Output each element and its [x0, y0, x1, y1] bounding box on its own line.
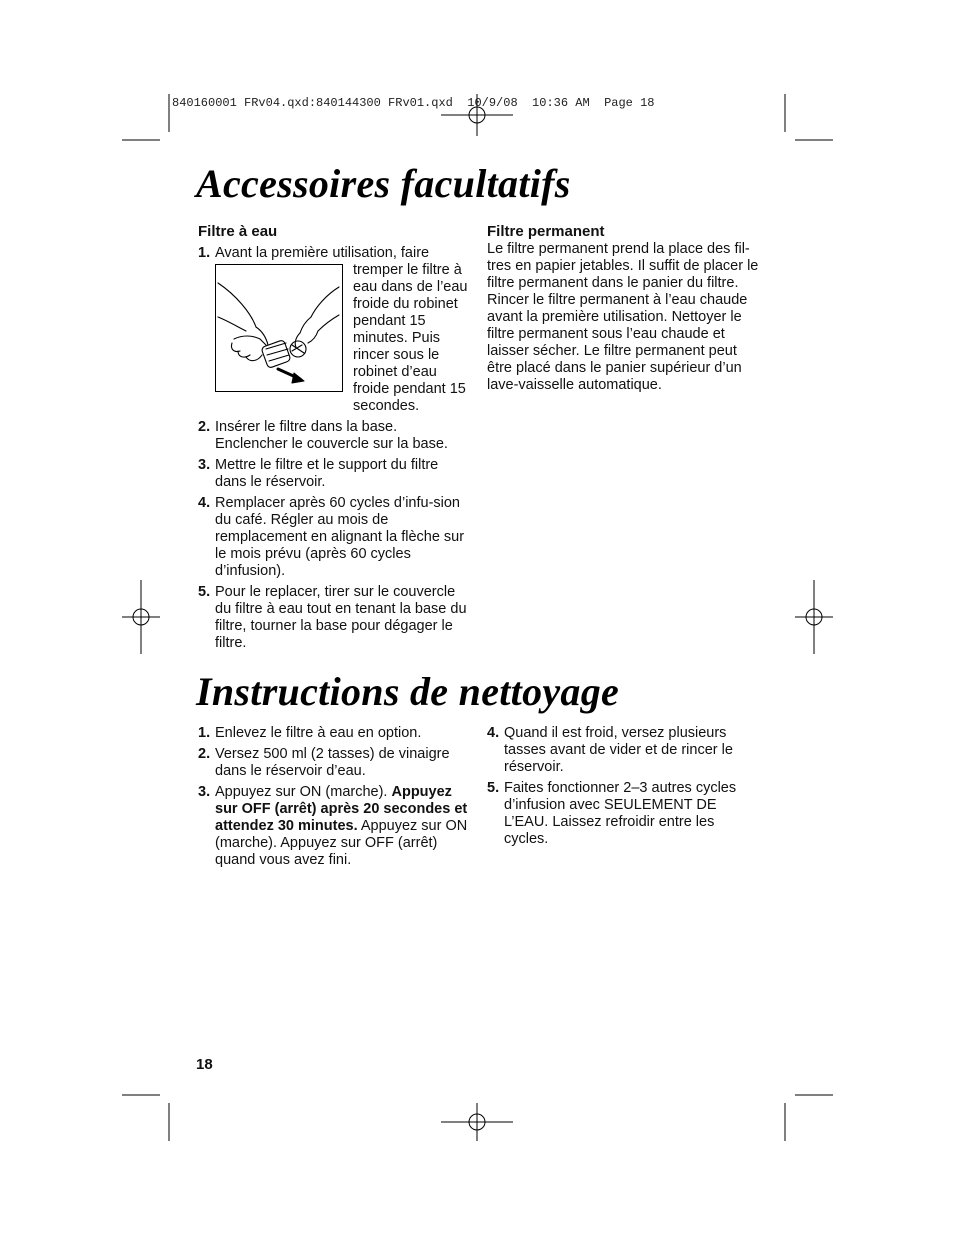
- step-text: Mettre le filtre et le support du filtre dans le réservoir.: [215, 457, 439, 490]
- list-item: [198, 245, 470, 415]
- list-item: [487, 780, 737, 848]
- water-filter-heading: Filtre à eau: [198, 223, 278, 240]
- step-number: 3.: [198, 457, 211, 473]
- list-item: [198, 725, 468, 742]
- water-filter-steps: [198, 245, 470, 652]
- list-item: [198, 457, 470, 491]
- step-number: 5.: [487, 780, 500, 796]
- list-item: [198, 784, 468, 869]
- step-text: Insérer le filtre dans la base. Enclencher le couvercle sur la base.: [215, 419, 448, 452]
- permanent-filter-column: [487, 223, 759, 394]
- list-item: [198, 584, 470, 652]
- cleaning-steps-right: [487, 725, 737, 848]
- step-text-end: Appuyez sur ON (marche). Appuyez sur OFF (arrêt) quand vous avez fini.: [215, 818, 468, 868]
- cleaning-steps-left: [198, 725, 468, 869]
- section-title-cleaning: Instructions de nettoyage: [196, 669, 620, 714]
- cleaning-left-column: [198, 725, 468, 873]
- list-item: [198, 495, 470, 580]
- list-item: [487, 725, 737, 776]
- step-text: Avant la première utilisation, faire: [215, 245, 430, 261]
- step-number: 4.: [198, 495, 211, 511]
- step-text: Remplacer après 60 cycles d’infu-sion du café. Régler au mois de remplacement en alignant la flèche sur le mois prévu (après 60 cycles d’infusion).: [215, 495, 465, 579]
- step-number: 2.: [198, 746, 211, 762]
- step-number: 1.: [198, 725, 211, 741]
- step-number: 3.: [198, 784, 211, 800]
- water-filter-column: [198, 223, 470, 656]
- permanent-filter-text: Le filtre permanent prend la place des fil-tres en papier jetables. Il suffit de placer le filtre permanent dans le panier du filtre. Rincer le filtre permanent à l’eau chaude avant la première utilisation. Nettoyer le filtre permanent sous l’eau chaude et laisser sécher. Le filtre permanent peut être placé dans le panier supérieur d’un lave-vaisselle automatique.: [487, 241, 759, 393]
- step-text-continued: tremper le filtre à eau dans de l’eau froide du robinet pendant 15 minutes. Puis rincer sous le robinet d’eau froide pendant 15 secondes.: [353, 262, 468, 414]
- step-text: Versez 500 ml (2 tasses) de vinaigre dans le réservoir d’eau.: [215, 746, 450, 779]
- step-text: Enlevez le filtre à eau en option.: [215, 725, 422, 741]
- step-number: 4.: [487, 725, 500, 741]
- step-text: Appuyez sur ON (marche).: [215, 784, 392, 800]
- step-text: Faites fonctionner 2–3 autres cycles d’infusion avec SEULEMENT DE L’EAU. Laissez refroidir entre les cycles.: [504, 780, 737, 847]
- list-item: [198, 419, 470, 453]
- permanent-filter-heading: Filtre permanent: [487, 223, 605, 240]
- page-number: 18: [196, 1056, 213, 1073]
- section-title-accessories: Accessoires facultatifs: [196, 161, 571, 206]
- print-slug: 840160001 FRv04.qxd:840144300 FRv01.qxd 10/9/08 10:36 AM Page 18: [172, 96, 655, 110]
- step-text: Pour le replacer, tirer sur le couvercle du filtre à eau tout en tenant la base du filtre, tourner la base pour dégager le filtre.: [215, 584, 467, 651]
- step-number: 5.: [198, 584, 211, 600]
- step-text-bold: Appuyez sur OFF (arrêt) après 20 secondes et attendez 30 minutes.: [215, 784, 468, 834]
- list-item: [198, 746, 468, 780]
- hands-filter-illustration-icon: [215, 264, 343, 392]
- step-number: 1.: [198, 245, 211, 261]
- cleaning-right-column: [487, 725, 737, 852]
- step-number: 2.: [198, 419, 211, 435]
- step-text: Quand il est froid, versez plusieurs tasses avant de vider et de rincer le réservoir.: [504, 725, 733, 775]
